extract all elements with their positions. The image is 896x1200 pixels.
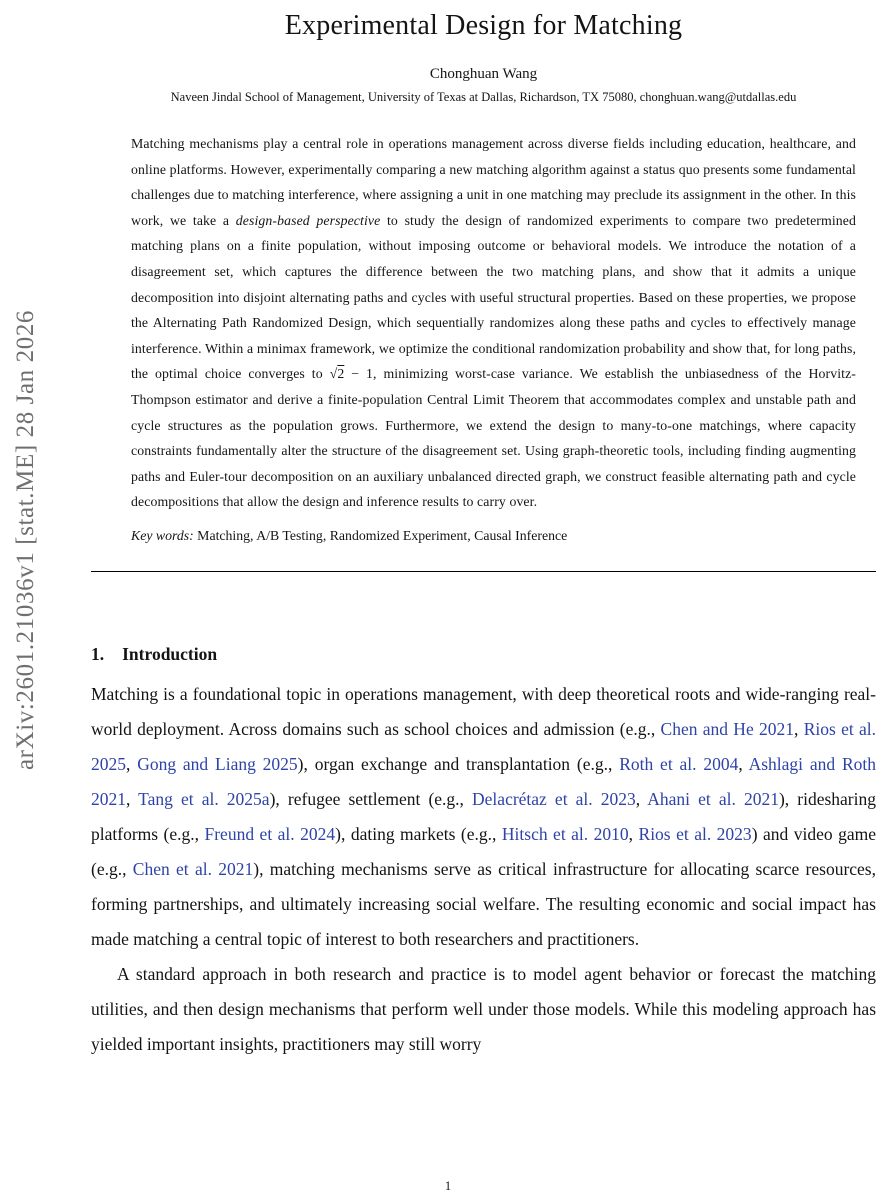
citation-link[interactable]: Ahani et al. 2021: [647, 788, 779, 809]
text-segment: design-based perspective: [235, 212, 381, 228]
citation-link[interactable]: Roth et al. 2004: [619, 753, 739, 774]
text-segment: ), matching mechanisms serve as critical infrastructure for allocating scarce resources, forming partnerships, and ultimately increasing social welfare. The resulting economic and social impact has made matching a central topic of interest to both researchers and practitioners.: [91, 858, 876, 949]
text-segment: ,: [126, 753, 138, 774]
citation-link[interactable]: Rios et al. 2025: [91, 718, 877, 774]
text-segment: to study the design of randomized experiments to compare two predetermined matching plans on a finite population, without imposing outcome or behavioral models. We introduce the notation of a disagreement set, which captures the difference between the two matching plans, and show that it admits a unique decomposition into disjoint alternating paths and cycles with useful structural properties. Based on these properties, we propose the Alternating Path Randomized Design, which sequentially randomizes along these paths and cycles to effectively manage interference. Within a minimax framework, we optimize the conditional randomization probability and show that, for long paths, the optimal choice converges to: [131, 212, 856, 382]
text-segment: ,: [628, 823, 639, 844]
arxiv-watermark: arXiv:2601.21036v1 [stat.ME] 28 Jan 2026: [12, 309, 39, 771]
author-affiliation: Naveen Jindal School of Management, University of Texas at Dallas, Richardson, TX 75080, chonghuan.wang@utdallas.edu: [170, 90, 797, 104]
intro-paragraph-2: [91, 957, 876, 1062]
citation-link[interactable]: Freund et al. 2024: [204, 823, 336, 844]
text-segment: √: [329, 366, 338, 382]
divider-rule: [91, 571, 876, 572]
text-segment: ), dating markets (e.g.,: [335, 823, 502, 844]
citation-link[interactable]: Delacrétaz et al. 2023: [472, 788, 636, 809]
text-segment: ,: [794, 718, 804, 739]
text-segment: A standard approach in both research and practice is to model agent behavior or forecast the matching utilities, and then design mechanisms that perform well under those models. While this modeling approach has yielded important insights, practitioners may still worry: [91, 963, 876, 1054]
text-segment: ), ridesharing platforms (e.g.,: [91, 788, 876, 844]
citation-link[interactable]: Gong and Liang 2025: [137, 753, 298, 774]
paper-title: Experimental Design for Matching: [284, 10, 683, 41]
intro-paragraph-1: [91, 677, 876, 957]
keywords-label: Key words:: [131, 527, 194, 543]
section-heading-introduction: [91, 644, 876, 665]
citation-link[interactable]: Hitsch et al. 2010: [501, 823, 629, 844]
citation-link[interactable]: Chen and He 2021: [660, 718, 795, 739]
abstract-text: [131, 131, 856, 515]
citation-link[interactable]: Chen et al. 2021: [132, 858, 254, 879]
text-segment: Matching mechanisms play a central role in operations management across diverse fields including education, healthcare, and online platforms. However, experimentally comparing a new matching algorithm against a status quo presents some fundamental challenges due to matching interference, where assigning a unit in one matching may preclude its assignment in the other. In this work, we take a: [131, 136, 856, 228]
text-segment: − 1, minimizing worst-case variance. We establish the unbiasedness of the Horvitz-Thompson estimator and derive a finite-population Central Limit Theorem that accommodates complex and unstable path and cycle structures as the population grows. Furthermore, we extend the design to many-to-one matchings, where capacity constraints fundamentally alter the structure of the disagreement set. Using graph-theoretic tools, including finding augmenting paths and Euler-tour decomposition on an auxiliary unbalanced directed graph, we construct feasible alternating path and cycle decompositions that allow the design and inference results to carry over.: [131, 366, 856, 510]
text-segment: ,: [738, 753, 749, 774]
citation-link[interactable]: Ashlagi and Roth 2021: [91, 753, 876, 809]
keywords-line: [131, 525, 856, 547]
keywords-text: Matching, A/B Testing, Randomized Experiment, Causal Inference: [193, 527, 568, 543]
citation-link[interactable]: Tang et al. 2025a: [138, 788, 270, 809]
text-segment: Matching is a foundational topic in operations management, with deep theoretical roots and wide-ranging real-world deployment. Across domains such as school choices and admission (e.g.,: [91, 683, 876, 739]
section-number: 1.: [91, 643, 105, 664]
citation-link[interactable]: Rios et al. 2023: [638, 823, 752, 844]
text-segment: ), organ exchange and transplantation (e.g.,: [297, 753, 620, 774]
text-segment: ,: [126, 788, 139, 809]
text-segment: ,: [635, 788, 648, 809]
section-title: Introduction: [122, 643, 218, 664]
text-segment: ), refugee settlement (e.g.,: [269, 788, 473, 809]
author-name: Chonghuan Wang: [429, 66, 538, 82]
text-segment: 2: [337, 366, 345, 382]
page-number: 1: [444, 1179, 452, 1193]
text-segment: ) and video game (e.g.,: [91, 823, 876, 879]
